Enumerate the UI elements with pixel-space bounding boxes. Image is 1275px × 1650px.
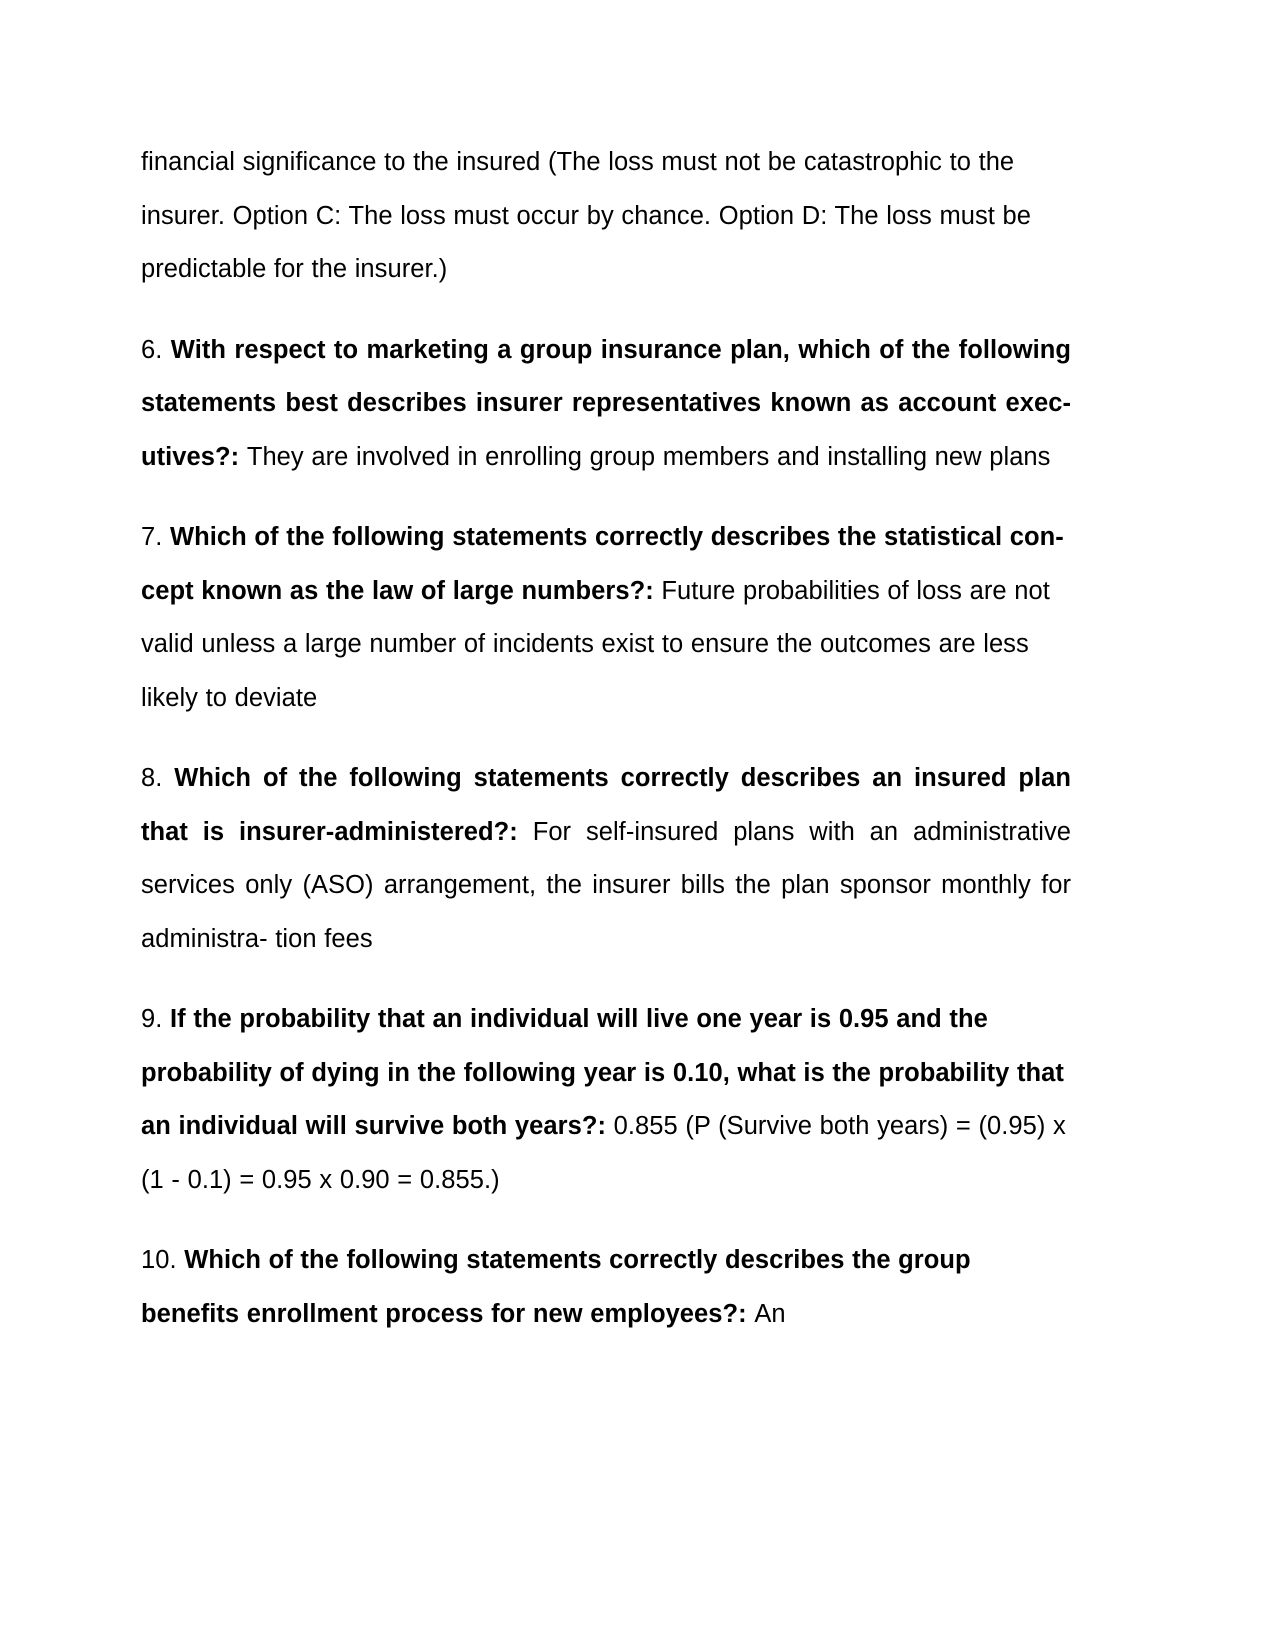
answer-text: For self-insured plans with an administrative services only (ASO) arrangement, the insurer bills the plan sponsor monthly for administra- tion fees — [141, 817, 1071, 953]
question-number: 8. — [141, 764, 175, 792]
answer-text: Future probabilities of loss are not valid unless a large number of incidents exist to ensure the outcomes are less likely to deviate — [141, 576, 1050, 712]
question-number: 7. — [141, 523, 171, 551]
question-text: With respect to marketing a group insurance plan, which of the following statements best describes insurer representatives known as account exec- utives?: — [141, 335, 1071, 471]
paragraph-q8 — [141, 752, 1071, 966]
paragraph-q10 — [141, 1234, 1071, 1341]
paragraph-q7 — [141, 511, 1071, 725]
answer-text: They are involved in enrolling group members and installing new plans — [246, 442, 1051, 471]
question-text: Which of the following statements correctly describes an insured plan that is insurer-administered?: — [141, 764, 1071, 846]
question-text: If the probability that an individual will live one year is 0.95 and the probability of dying in the following year is 0.10, what is the probability that an individual will survive both years?: — [141, 1005, 1064, 1140]
document-text-block — [141, 136, 1071, 1341]
paragraph-continuation — [141, 136, 1071, 297]
answer-text: An — [754, 1299, 786, 1328]
paragraph-q9 — [141, 993, 1071, 1207]
question-text: Which of the following statements correctly describes the statistical con- cept known as the law of large numbers?: — [141, 523, 1064, 605]
question-text: Which of the following statements correctly describes the group benefits enrollment process for new employees?: — [141, 1246, 971, 1328]
question-number: 6. — [141, 335, 171, 364]
question-number: 9. — [141, 1005, 171, 1033]
answer-text: financial significance to the insured (The loss must not be catastrophic to the insurer. Option C: The loss must occur by chance. Option D: The loss must be predictable for the insurer.) — [141, 148, 1032, 283]
question-number: 10. — [141, 1246, 185, 1274]
answer-text: 0.855 (P (Survive both years) = (0.95) x (1 - 0.1) = 0.95 x 0.90 = 0.855.) — [141, 1112, 1066, 1194]
paragraph-q6 — [141, 324, 1071, 485]
